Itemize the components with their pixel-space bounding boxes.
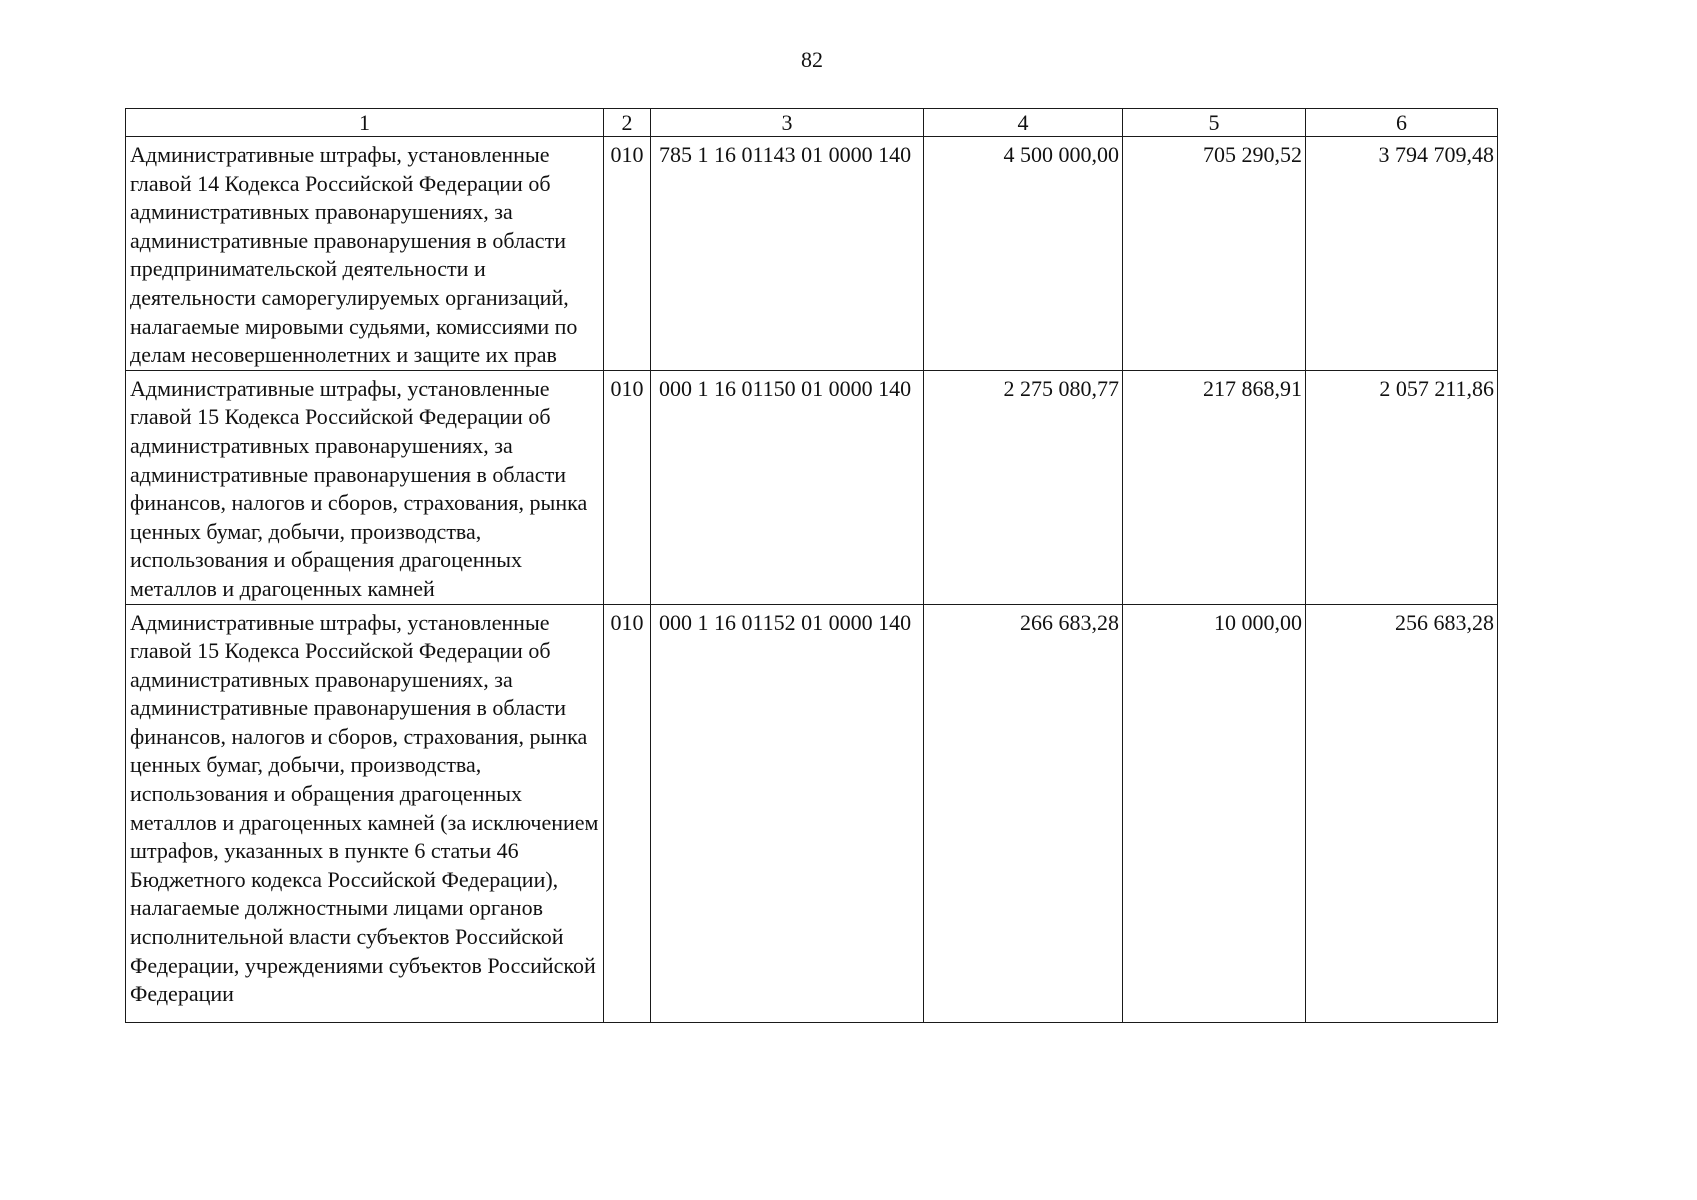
table-row bbox=[126, 370, 1498, 604]
amount-col4-cell: 266 683,28 bbox=[924, 604, 1123, 1022]
amount-col6-cell: 3 794 709,48 bbox=[1306, 137, 1498, 371]
line-code-cell: 010 bbox=[604, 137, 651, 371]
kbk-code-cell: 000 1 16 01152 01 0000 140 bbox=[651, 604, 924, 1022]
revenue-name-cell: Административные штрафы, установленные главой 15 Кодекса Российской Федерации об административных правонарушениях, за административные правонарушения в области финансов, налогов и сборов, страхования, рынка ценных бумаг, добычи, производства, использования и обращения драгоценных металлов и драгоценных камней (за исключением штрафов, указанных в пункте 6 статьи 46 Бюджетного кодекса Российской Федерации), налагаемые должностными лицами органов исполнительной власти субъектов Российской Федерации, учреждениями субъектов Российской Федерации bbox=[126, 604, 604, 1022]
column-header-1: 1 bbox=[126, 109, 604, 137]
amount-col5-cell: 217 868,91 bbox=[1123, 370, 1306, 604]
table-row bbox=[126, 137, 1498, 371]
column-header-6: 6 bbox=[1306, 109, 1498, 137]
line-code-cell: 010 bbox=[604, 370, 651, 604]
amount-col5-cell: 10 000,00 bbox=[1123, 604, 1306, 1022]
amount-col4-cell: 4 500 000,00 bbox=[924, 137, 1123, 371]
amount-col4-cell: 2 275 080,77 bbox=[924, 370, 1123, 604]
line-code-cell: 010 bbox=[604, 604, 651, 1022]
column-header-5: 5 bbox=[1123, 109, 1306, 137]
table-header-row bbox=[126, 109, 1498, 137]
budget-table bbox=[125, 108, 1498, 1023]
column-header-4: 4 bbox=[924, 109, 1123, 137]
column-header-2: 2 bbox=[604, 109, 651, 137]
amount-col5-cell: 705 290,52 bbox=[1123, 137, 1306, 371]
revenue-name-cell: Административные штрафы, установленные главой 15 Кодекса Российской Федерации об административных правонарушениях, за административные правонарушения в области финансов, налогов и сборов, страхования, рынка ценных бумаг, добычи, производства, использования и обращения драгоценных металлов и драгоценных камней bbox=[126, 370, 604, 604]
kbk-code-cell: 785 1 16 01143 01 0000 140 bbox=[651, 137, 924, 371]
column-header-3: 3 bbox=[651, 109, 924, 137]
amount-col6-cell: 256 683,28 bbox=[1306, 604, 1498, 1022]
kbk-code-cell: 000 1 16 01150 01 0000 140 bbox=[651, 370, 924, 604]
table-row bbox=[126, 604, 1498, 1022]
amount-col6-cell: 2 057 211,86 bbox=[1306, 370, 1498, 604]
page-number: 82 bbox=[801, 47, 823, 72]
revenue-name-cell: Административные штрафы, установленные главой 14 Кодекса Российской Федерации об административных правонарушениях, за административные правонарушения в области предпринимательской деятельности и деятельности саморегулируемых организаций, налагаемые мировыми судьями, комиссиями по делам несовершеннолетних и защите их прав bbox=[126, 137, 604, 371]
